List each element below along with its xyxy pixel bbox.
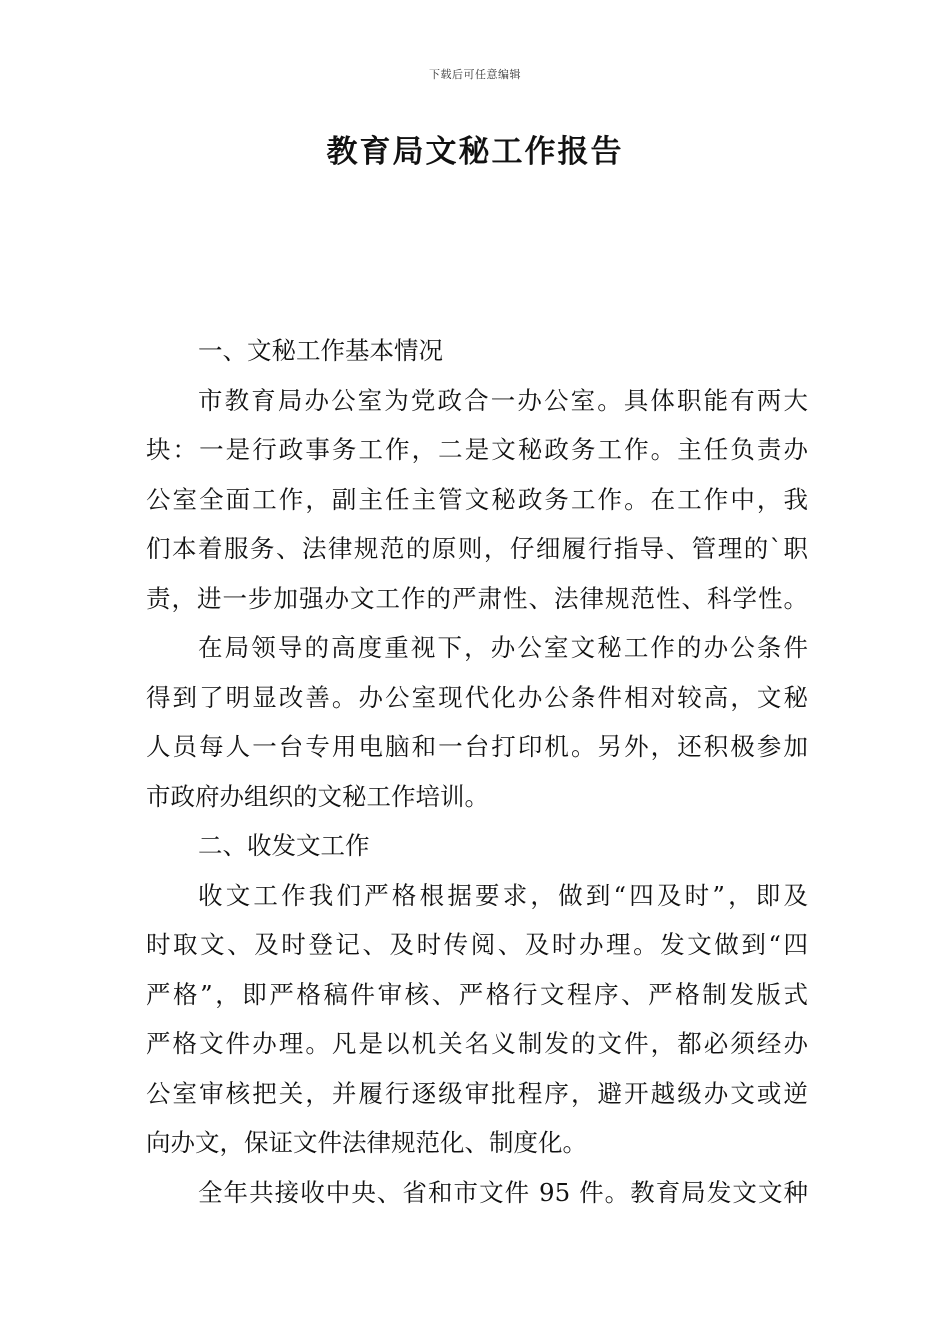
text-line: 时取文、及时登记、及时传阅、及时办理。发文做到“四 xyxy=(146,930,808,959)
text-line: 向办文，保证文件法律规范化、制度化。 xyxy=(146,1128,587,1157)
text-line: 公室全面工作，副主任主管文秘政务工作。在工作中，我 xyxy=(146,484,808,514)
text-line: 严格文件办理。凡是以机关名义制发的文件，都必须经办 xyxy=(146,1029,808,1058)
text-line: 严格”，即严格稿件审核、严格行文程序、严格制发版式 xyxy=(146,979,808,1009)
text-line: 公室审核把关，并履行逐级审批程序，避开越级办文或逆 xyxy=(146,1078,808,1108)
text-line: 二、收发文工作 xyxy=(198,831,370,860)
text-line: 块：一是行政事务工作，二是文秘政务工作。主任负责办 xyxy=(146,435,808,464)
text-line: 得到了明显改善。办公室现代化办公条件相对较高，文秘 xyxy=(146,682,808,712)
text-line: 市教育局办公室为党政合一办公室。具体职能有两大 xyxy=(198,385,808,415)
text-line: 收文工作我们严格根据要求，做到“四及时”，即及 xyxy=(198,880,808,910)
document-title: 教育局文秘工作报告 xyxy=(326,134,624,170)
text-line: 在局领导的高度重视下，办公室文秘工作的办公条件 xyxy=(198,633,808,662)
document-body xyxy=(146,326,808,1217)
text-line: 全年共接收中央、省和市文件 95 件。教育局发文文种 xyxy=(198,1177,808,1207)
text-line: 市政府办组织的文秘工作培训。 xyxy=(146,781,489,811)
text-line: 们本着服务、法律规范的原则，仔细履行指导、管理的`职 xyxy=(146,534,808,563)
text-line: 责，进一步加强办文工作的严肃性、法律规范性、科学性。 xyxy=(146,583,808,613)
header-note: 下载后可任意编辑 xyxy=(429,68,521,81)
text-line: 一、文秘工作基本情况 xyxy=(198,336,443,365)
text-line: 人员每人一台专用电脑和一台打印机。另外，还积极参加 xyxy=(146,732,808,761)
